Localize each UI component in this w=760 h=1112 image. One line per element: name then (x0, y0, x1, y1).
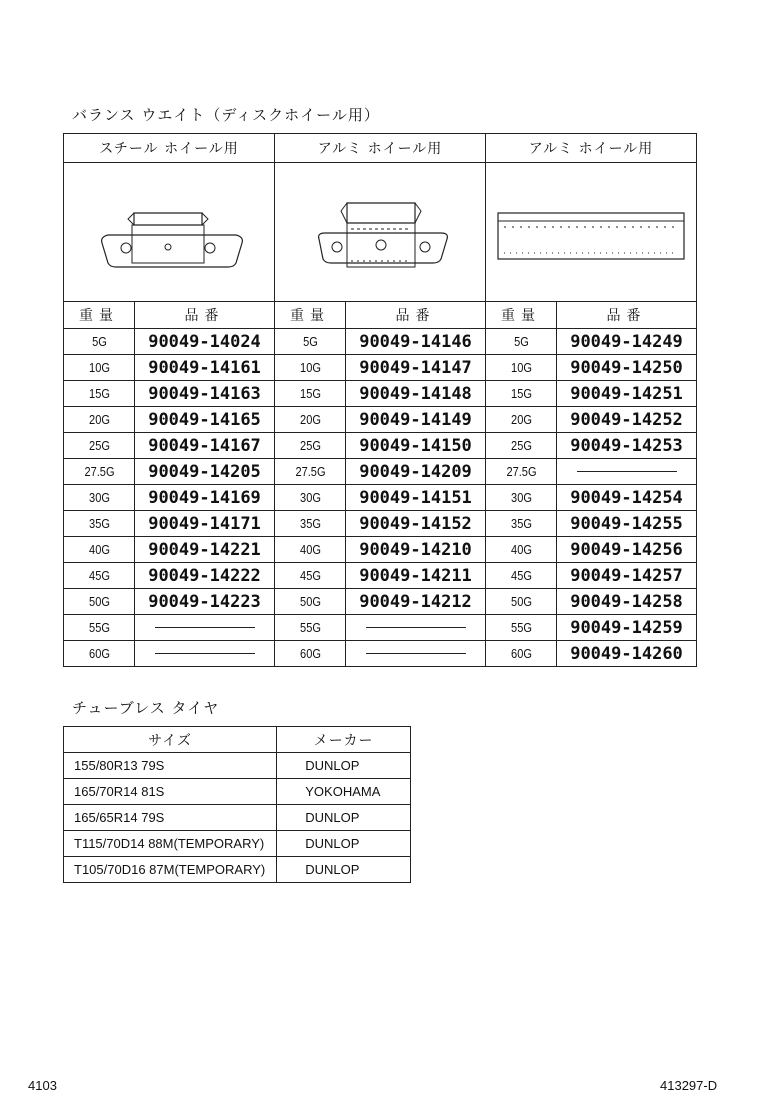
part-number-cell (135, 641, 275, 667)
part-number-cell: 90049-14147 (346, 355, 486, 381)
group-header-steel: スチール ホイール用 (64, 134, 275, 163)
not-available-dash (155, 653, 255, 654)
part-number-cell: 90049-14253 (557, 433, 697, 459)
weight-cell: 55G (491, 615, 551, 641)
balance-weight-table (63, 133, 697, 667)
part-number-cell: 90049-14209 (346, 459, 486, 485)
part-number-cell (346, 641, 486, 667)
part-number-cell: 90049-14146 (346, 329, 486, 355)
part-number-cell: 90049-14169 (135, 485, 275, 511)
weight-cell: 20G (491, 407, 551, 433)
weight-cell: 40G (280, 537, 340, 563)
table-row (64, 563, 697, 589)
part-number-cell: 90049-14210 (346, 537, 486, 563)
part-number-cell: 90049-14212 (346, 589, 486, 615)
weight-cell: 35G (491, 511, 551, 537)
weight-cell: 50G (69, 589, 129, 615)
table-row (64, 381, 697, 407)
alumi-adhesive-weight-illustration (486, 163, 697, 302)
weight-cell: 5G (280, 329, 340, 355)
weight-cell: 15G (491, 381, 551, 407)
part-number-cell: 90049-14258 (557, 589, 697, 615)
weight-cell: 30G (280, 485, 340, 511)
part-number-cell (557, 459, 697, 485)
part-number-cell: 90049-14167 (135, 433, 275, 459)
table-row (64, 805, 411, 831)
part-number-cell: 90049-14221 (135, 537, 275, 563)
part-number-cell: 90049-14256 (557, 537, 697, 563)
part-number-cell: 90049-14260 (557, 641, 697, 667)
tire-size-cell: 165/65R14 79S (64, 805, 277, 831)
part-number-cell: 90049-14250 (557, 355, 697, 381)
weight-cell: 20G (280, 407, 340, 433)
weight-cell: 25G (69, 433, 129, 459)
part-number-cell: 90049-14249 (557, 329, 697, 355)
group-header-alumi-2: アルミ ホイール用 (486, 134, 697, 163)
part-number-cell: 90049-14150 (346, 433, 486, 459)
part-number-cell (135, 615, 275, 641)
weight-cell: 5G (491, 329, 551, 355)
part-number-cell: 90049-14165 (135, 407, 275, 433)
col-size: サイズ (64, 727, 277, 753)
weight-cell: 5G (69, 329, 129, 355)
steel-weight-illustration (64, 163, 275, 302)
maker-cell: YOKOHAMA (277, 779, 411, 805)
table-row (64, 857, 411, 883)
weight-cell: 50G (280, 589, 340, 615)
weight-cell: 10G (280, 355, 340, 381)
part-number-cell: 90049-14171 (135, 511, 275, 537)
part-number-cell: 90049-14251 (557, 381, 697, 407)
weight-cell: 10G (69, 355, 129, 381)
weight-cell: 60G (280, 641, 340, 667)
not-available-dash (155, 627, 255, 628)
maker-cell: DUNLOP (277, 831, 411, 857)
part-number-cell: 90049-14254 (557, 485, 697, 511)
weight-cell: 27.5G (69, 459, 129, 485)
col-weight-1: 重量 (64, 302, 135, 329)
tire-size-cell: 155/80R13 79S (64, 753, 277, 779)
table-row (64, 511, 697, 537)
col-part-3: 品番 (557, 302, 697, 329)
weight-cell: 60G (69, 641, 129, 667)
part-number-cell: 90049-14161 (135, 355, 275, 381)
weight-cell: 35G (280, 511, 340, 537)
table-row (64, 779, 411, 805)
part-number-cell: 90049-14223 (135, 589, 275, 615)
table-row (64, 355, 697, 381)
col-part-2: 品番 (346, 302, 486, 329)
not-available-dash (577, 471, 677, 472)
part-number-cell: 90049-14205 (135, 459, 275, 485)
maker-cell: DUNLOP (277, 857, 411, 883)
weight-cell: 27.5G (491, 459, 551, 485)
maker-cell: DUNLOP (277, 805, 411, 831)
weight-cell: 50G (491, 589, 551, 615)
weight-cell: 15G (69, 381, 129, 407)
balance-weight-title: バランス ウエイト（ディスクホイール用） (72, 106, 380, 124)
weight-cell: 55G (69, 615, 129, 641)
weight-cell: 15G (280, 381, 340, 407)
part-number-cell: 90049-14151 (346, 485, 486, 511)
col-weight-3: 重量 (486, 302, 557, 329)
col-weight-2: 重量 (275, 302, 346, 329)
part-number-cell: 90049-14257 (557, 563, 697, 589)
part-number-cell: 90049-14255 (557, 511, 697, 537)
tire-size-cell: 165/70R14 81S (64, 779, 277, 805)
part-number-cell (346, 615, 486, 641)
part-number-cell: 90049-14152 (346, 511, 486, 537)
part-number-cell: 90049-14148 (346, 381, 486, 407)
weight-cell: 45G (69, 563, 129, 589)
weight-cell: 40G (69, 537, 129, 563)
page-number: 4103 (28, 1078, 57, 1093)
table-row (64, 485, 697, 511)
weight-cell: 20G (69, 407, 129, 433)
table-row (64, 537, 697, 563)
table-row (64, 615, 697, 641)
part-number-cell: 90049-14211 (346, 563, 486, 589)
maker-cell: DUNLOP (277, 753, 411, 779)
table-row (64, 641, 697, 667)
weight-cell: 30G (491, 485, 551, 511)
weight-cell: 35G (69, 511, 129, 537)
table-row (64, 459, 697, 485)
part-number-cell: 90049-14024 (135, 329, 275, 355)
weight-cell: 25G (280, 433, 340, 459)
table-row (64, 831, 411, 857)
part-number-cell: 90049-14222 (135, 563, 275, 589)
part-number-cell: 90049-14149 (346, 407, 486, 433)
tubeless-tire-table (63, 726, 411, 883)
group-header-alumi-1: アルミ ホイール用 (275, 134, 486, 163)
weight-cell: 60G (491, 641, 551, 667)
part-number-cell: 90049-14259 (557, 615, 697, 641)
weight-cell: 27.5G (280, 459, 340, 485)
weight-cell: 30G (69, 485, 129, 511)
table-row (64, 329, 697, 355)
weight-cell: 25G (491, 433, 551, 459)
weight-cell: 55G (280, 615, 340, 641)
table-row (64, 589, 697, 615)
col-maker: メーカー (277, 727, 411, 753)
not-available-dash (366, 653, 466, 654)
figure-code: 413297-D (660, 1078, 718, 1093)
table-row (64, 753, 411, 779)
weight-cell: 45G (280, 563, 340, 589)
part-number-cell: 90049-14163 (135, 381, 275, 407)
col-part-1: 品番 (135, 302, 275, 329)
tubeless-tire-title: チューブレス タイヤ (72, 699, 220, 717)
table-row (64, 407, 697, 433)
weight-cell: 40G (491, 537, 551, 563)
weight-cell: 45G (491, 563, 551, 589)
not-available-dash (366, 627, 466, 628)
alumi-clip-weight-illustration (275, 163, 486, 302)
table-row (64, 433, 697, 459)
weight-cell: 10G (491, 355, 551, 381)
tire-size-cell: T105/70D16 87M(TEMPORARY) (64, 857, 277, 883)
tire-size-cell: T115/70D14 88M(TEMPORARY) (64, 831, 277, 857)
part-number-cell: 90049-14252 (557, 407, 697, 433)
